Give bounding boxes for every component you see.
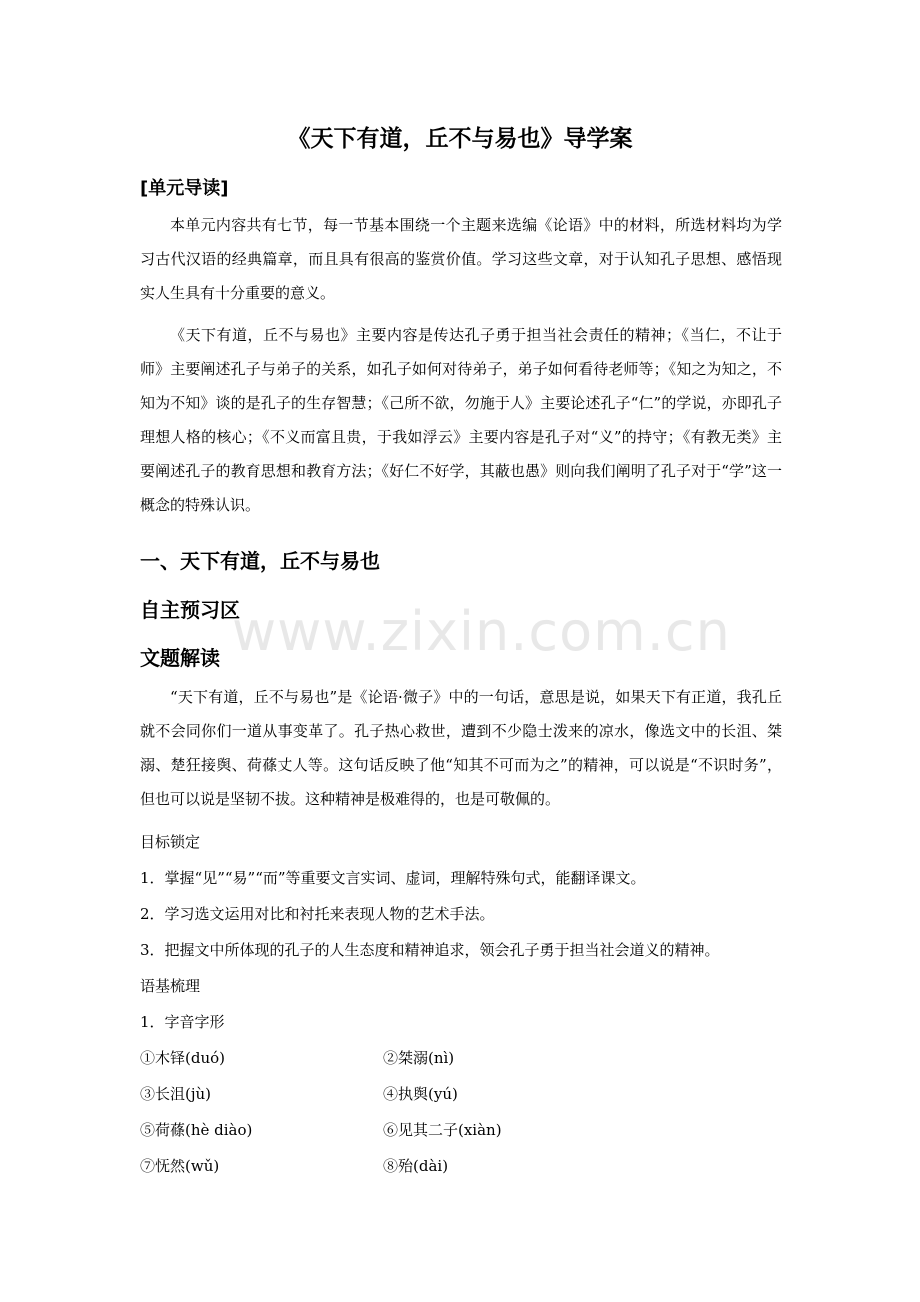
document-title: 《天下有道，丘不与易也》导学案 [287, 126, 633, 152]
pronunciation-item: ③长沮(jù) [140, 1085, 212, 1103]
pronunciation-item: ⑥见其二子(xiàn) [383, 1121, 502, 1139]
unit-intro-label: [单元导读] [140, 178, 229, 199]
pronunciation-item: ①木铎(duó) [140, 1049, 225, 1067]
pronunciation-item: ⑦怃然(wǔ) [140, 1157, 220, 1175]
unit-intro-paragraph-2: 《天下有道，丘不与易也》主要内容是传达孔子勇于担当社会责任的精神；《当仁，不让于师》主要阐述孔子与弟子的关系，如孔子如何对待弟子，弟子如何看待老师等；《知之为知之，不知为不知》谈的是孔子的生存智慧；《己所不欲，勿施于人》主要论述孔子“仁”的学说，亦即孔子理想人格的核心；《不义而富且贵，于我如浮云》主要内容是孔子对“义”的持守；《有教无类》主要阐述孔子的教育思想和教育方法；《好仁不好学，其蔽也愚》则向我们阐明了孔子对于“学”这一概念的特殊认识。 [140, 326, 782, 514]
preview-heading: 自主预习区 [140, 598, 240, 622]
goals-heading: 目标锁定 [140, 833, 201, 851]
basics-heading: 语基梳理 [140, 977, 201, 995]
goal-item-2: 2．学习选文运用对比和衬托来表现人物的艺术手法。 [140, 905, 495, 923]
title-explain-paragraph: “天下有道，丘不与易也”是《论语·微子》中的一句话，意思是说，如果天下有正道，我孔丘就不会同你们一道从事变革了。孔子热心救世，遭到不少隐士泼来的凉水，像选文中的长沮、桀溺、楚狂接舆、荷蓧丈人等。这句话反映了他“知其不可而为之”的精神，可以说是“不识时务”，但也可以说是坚韧不拔。这种精神是极难得的，也是可敬佩的。 [140, 688, 782, 808]
pronunciation-item: ④执舆(yú) [383, 1085, 458, 1103]
watermark: www.zixin.com.cn [232, 600, 731, 663]
section-heading: 一、天下有道，丘不与易也 [140, 549, 380, 573]
unit-intro-paragraph-1: 本单元内容共有七节，每一节基本围绕一个主题来选编《论语》中的材料，所选材料均为学习古代汉语的经典篇章，而且具有很高的鉴赏价值。学习这些文章，对于认知孔子思想、感悟现实人生具有十分重要的意义。 [140, 216, 782, 302]
goal-item-3: 3．把握文中所体现的孔子的人生态度和精神追求，领会孔子勇于担当社会道义的精神。 [140, 941, 720, 959]
pronunciation-item: ⑧殆(dài) [383, 1157, 449, 1175]
pronunciation-item: ②桀溺(nì) [383, 1049, 455, 1067]
pronunciation-item: ⑤荷蓧(hè diào) [140, 1121, 253, 1139]
goal-item-1: 1．掌握“见”“易”“而”等重要文言实词、虚词，理解特殊句式，能翻译课文。 [140, 869, 646, 887]
pronunciation-subheading: 1．字音字形 [140, 1013, 225, 1031]
title-explain-heading: 文题解读 [140, 646, 220, 670]
